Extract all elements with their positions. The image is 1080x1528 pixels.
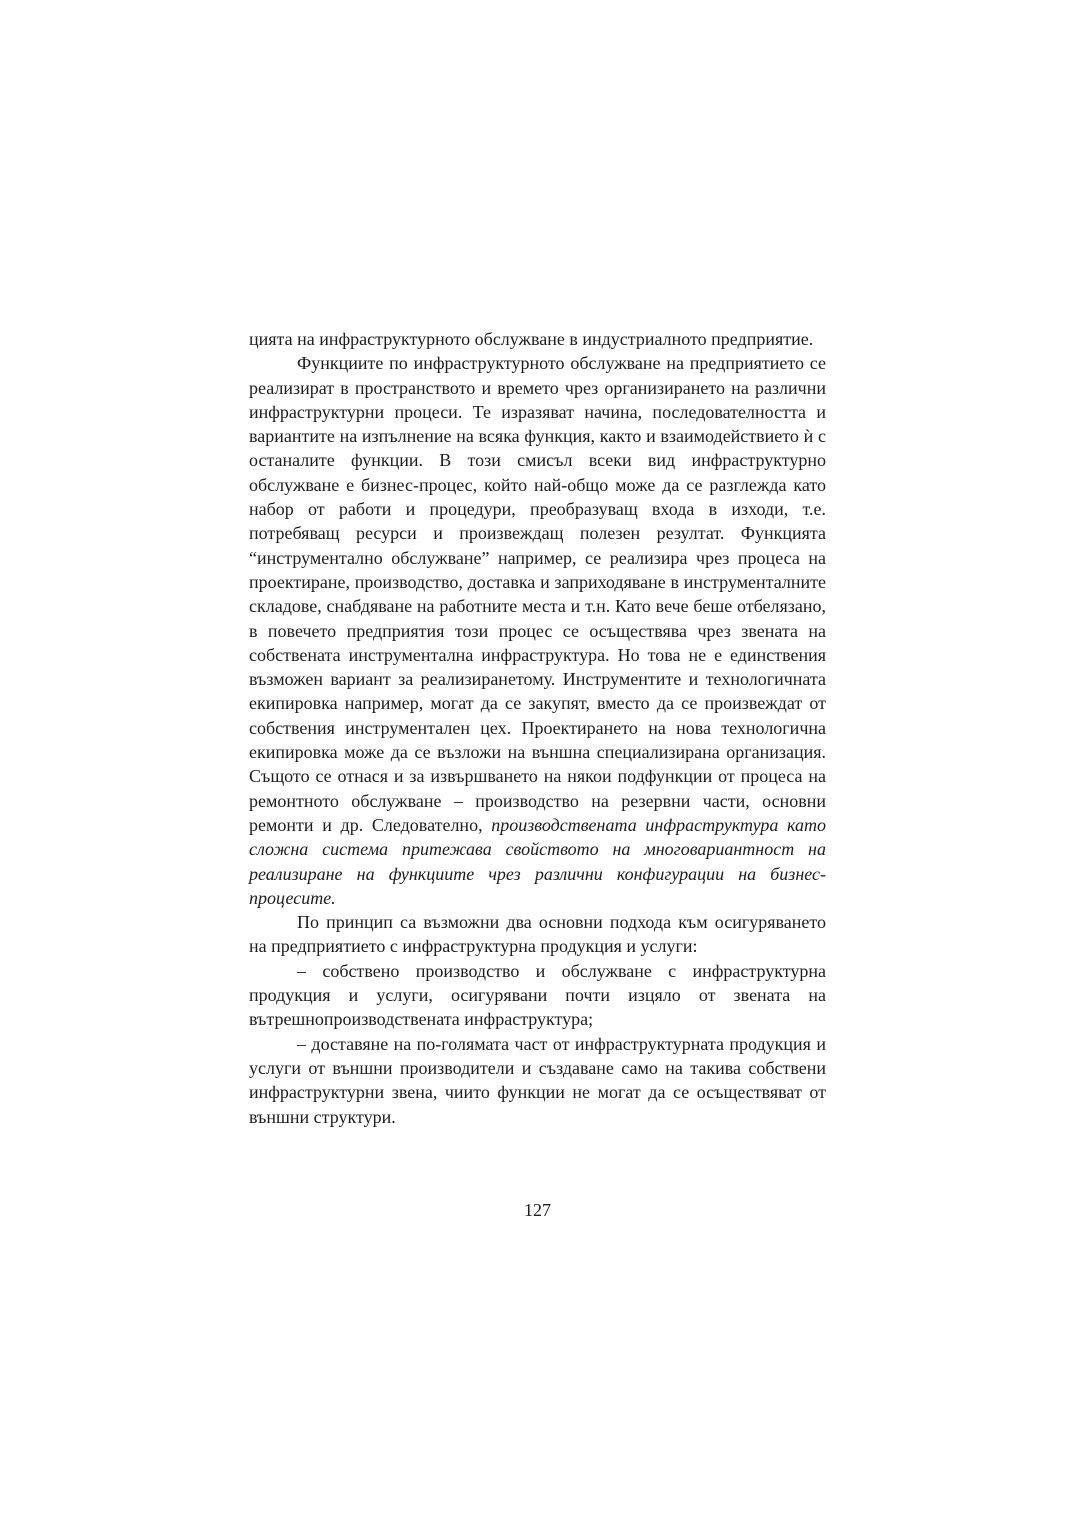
paragraph-functions (249, 351, 826, 910)
list-item-external-supply: – доставяне на по-голямата част от инфраструктурната продукция и услуги от външни производители и създаване само на такива собствени инфраструктурни звена, чиито функции не могат да се осъществяват от външни структури. (249, 1033, 826, 1127)
page-number: 127 (524, 1200, 551, 1220)
document-body (249, 327, 826, 1129)
paragraph-continuation: цията на инфраструктурното обслужване в индустриалното предприятие. (249, 329, 814, 349)
list-item-own-production: – собствено производство и обслужване с инфраструктурна продукция и услуги, осигурявани почти изцяло от звената на вътрешнопроизводствената инфраструктура; (249, 960, 826, 1030)
paragraph-functions-text: Функциите по инфраструктурното обслужване на предприятието се реализират в пространството и времето чрез организирането на различни инфраструктурни процеси. Те изразяват начина, последователността и вариантите на изпълнение на всяка функция, както и взаимодействието ѝ с останалите функции. В този смисъл всеки вид инфраструктурно обслужване е бизнес-процес, който най-общо може да се разглежда като набор от работи и процедури, преобразуващ входа в изходи, т.е. потребяващ ресурси и произвеждащ полезен резултат. Функцията “инструментално обслужване” например, се реализира чрез процеса на проектиране, производство, доставка и заприходяване в инструменталните складове, снабдяване на работните места и т.н. Като вече беше отбелязано, в повечето предприятия този процес се осъществява чрез звената на собствената инструментална инфраструктура. Но това не е единствения възможен вариант за реализиранетому. Инструментите и технологичната екипировка например, могат да се закупят, вместо да се произвеждат от собствения инструментален цех. Проектирането на нова технологична екипировка може да се възложи на външна специализирана организация. Същото се отнася и за извършването на някои подфункции от процеса на ремонтното обслужване – производство на резервни части, основни ремонти и др. Следователно, (249, 353, 826, 835)
paragraph-approaches: По принцип са възможни два основни подхода към осигуряването на предприятието с инфраструктурна продукция и услуги: (249, 912, 826, 957)
paragraph-functions-emphasis: производствената инфраструктура като сложна система притежава свойството на многовариантност на реализиране на функциите чрез различни конфигурации на бизнес-процесите. (249, 814, 826, 908)
